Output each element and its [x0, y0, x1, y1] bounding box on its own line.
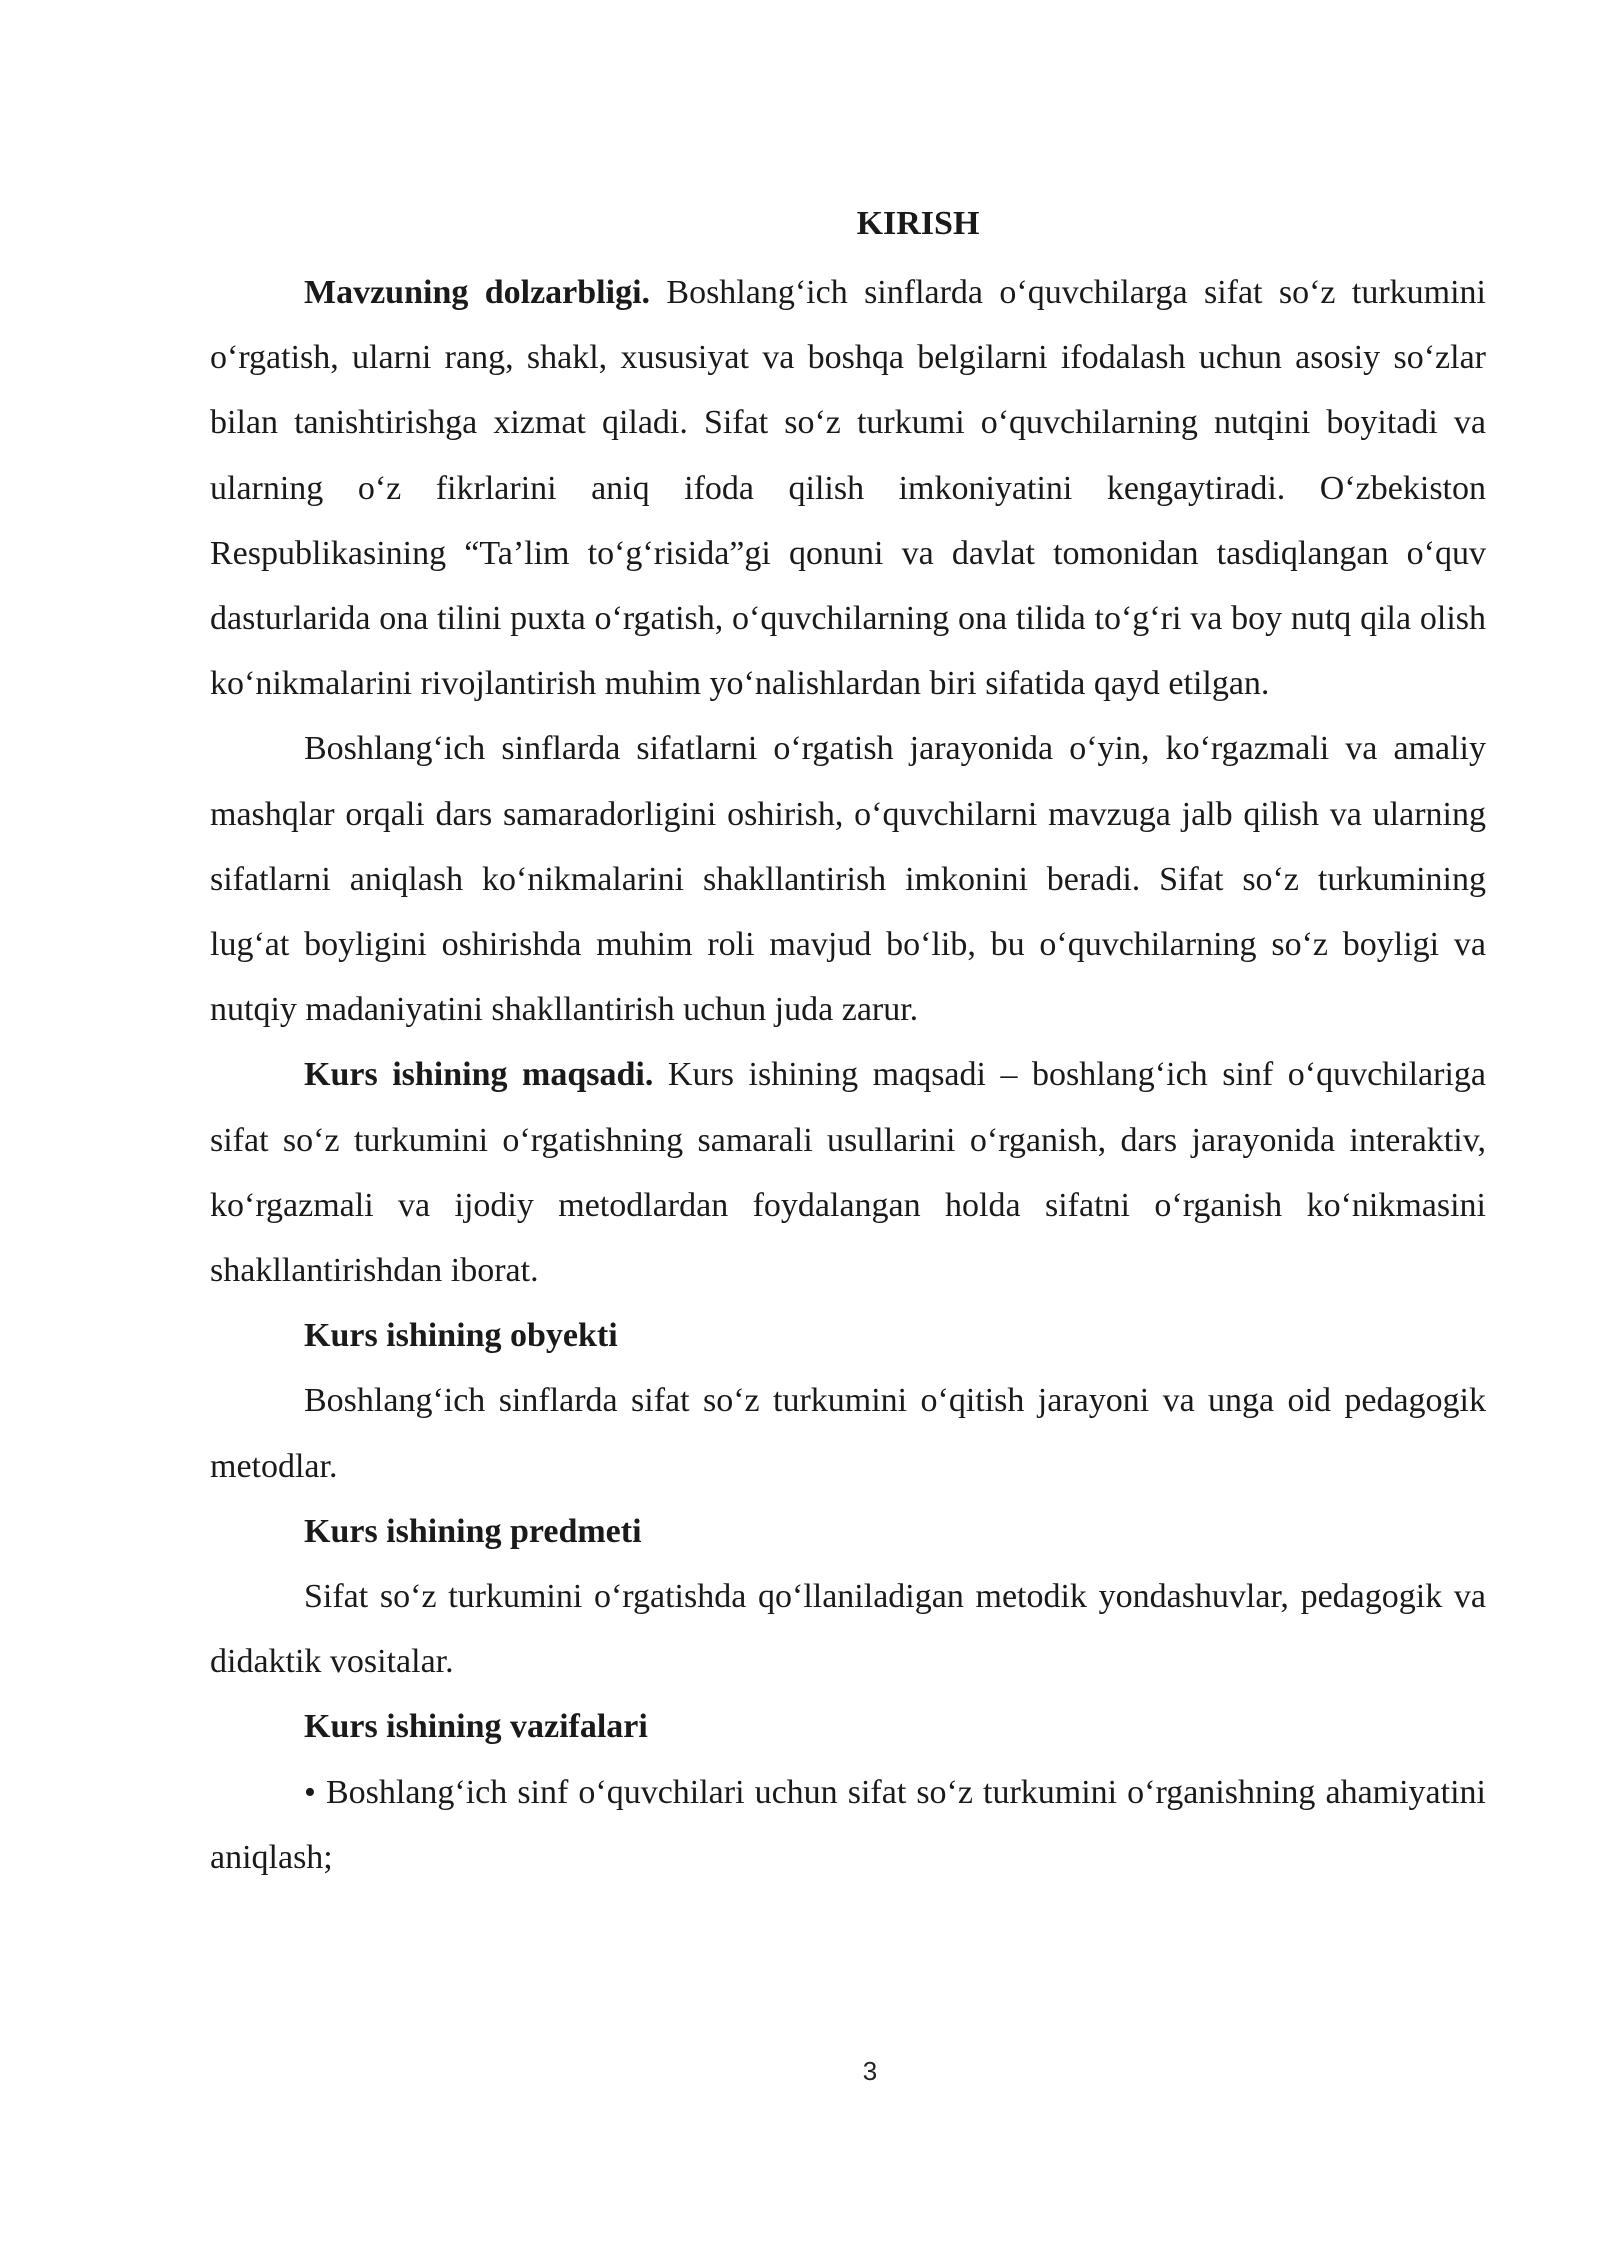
- paragraph-goal: [210, 1042, 1486, 1303]
- paragraph-text: • Boshlang‘ich sinf o‘quvchilari uchun sifat so‘z turkumini o‘rganishning ahamiyatini aniqlash;: [210, 1773, 1486, 1876]
- paragraph-methods: [210, 716, 1486, 1042]
- paragraph-relevance: [210, 260, 1486, 716]
- page-number: 3: [862, 2056, 878, 2086]
- section-heading-subject: Kurs ishining predmeti: [304, 1512, 642, 1550]
- paragraph-subject: [210, 1564, 1486, 1694]
- paragraph-lead: Kurs ishining maqsadi.: [304, 1056, 654, 1094]
- page-title: KIRISH: [856, 205, 980, 242]
- paragraph-text: Boshlang‘ich sinflarda o‘quvchilarga sifat so‘z turkumini o‘rgatish, ularni rang, shakl, xususiyat va boshqa belgilarni ifodalash uchun asosiy so‘zlar bilan tanishtirishga xizmat qiladi. Sifat so‘z turkumi o‘quvchilarning nutqini boyitadi va ularning o‘z fikrlarini aniq ifoda qilish imkoniyatini kengaytiradi. O‘zbekiston Respublikasining “Ta’lim to‘g‘risida”gi qonuni va davlat tomonidan tasdiqlangan o‘quv dasturlarida ona tilini puxta o‘rgatish, o‘quvchilarning ona tilida to‘g‘ri va boy nutq qila olish ko‘nikmalarini rivojlantirish muhim yo‘nalishlardan biri sifatida qayd etilgan.: [210, 274, 1486, 703]
- paragraph-text: Boshlang‘ich sinflarda sifat so‘z turkumini o‘qitish jarayoni va unga oid pedagogik metodlar.: [210, 1382, 1486, 1485]
- document-page: [210, 196, 1486, 1890]
- paragraph-object: [210, 1368, 1486, 1498]
- bullet-item: [210, 1760, 1486, 1890]
- section-heading-tasks: Kurs ishining vazifalari: [304, 1708, 648, 1746]
- section-heading-object: Kurs ishining obyekti: [304, 1317, 618, 1355]
- paragraph-lead: Mavzuning dolzarbligi.: [304, 274, 651, 311]
- paragraph-text: Kurs ishining maqsadi – boshlang‘ich sinf o‘quvchilariga sifat so‘z turkumini o‘rgatishning samarali usullarini o‘rganish, dars jarayonida interaktiv, ko‘rgazmali va ijodiy metodlardan foydalangan holda sifatni o‘rganish ko‘nikmasini shakllantirishdan iborat.: [210, 1056, 1486, 1290]
- paragraph-text: Boshlang‘ich sinflarda sifatlarni o‘rgatish jarayonida o‘yin, ko‘rgazmali va amaliy mashqlar orqali dars samaradorligini oshirish, o‘quvchilarni mavzuga jalb qilish va ularning sifatlarni aniqlash ko‘nikmalarini shakllantirish imkonini beradi. Sifat so‘z turkumining lug‘at boyligini oshirishda muhim roli mavjud bo‘lib, bu o‘quvchilarning so‘z boyligi va nutqiy madaniyatini shakllantirish uchun juda zarur.: [210, 730, 1486, 1029]
- paragraph-text: Sifat so‘z turkumini o‘rgatishda qo‘llaniladigan metodik yondashuvlar, pedagogik va didaktik vositalar.: [210, 1578, 1486, 1681]
